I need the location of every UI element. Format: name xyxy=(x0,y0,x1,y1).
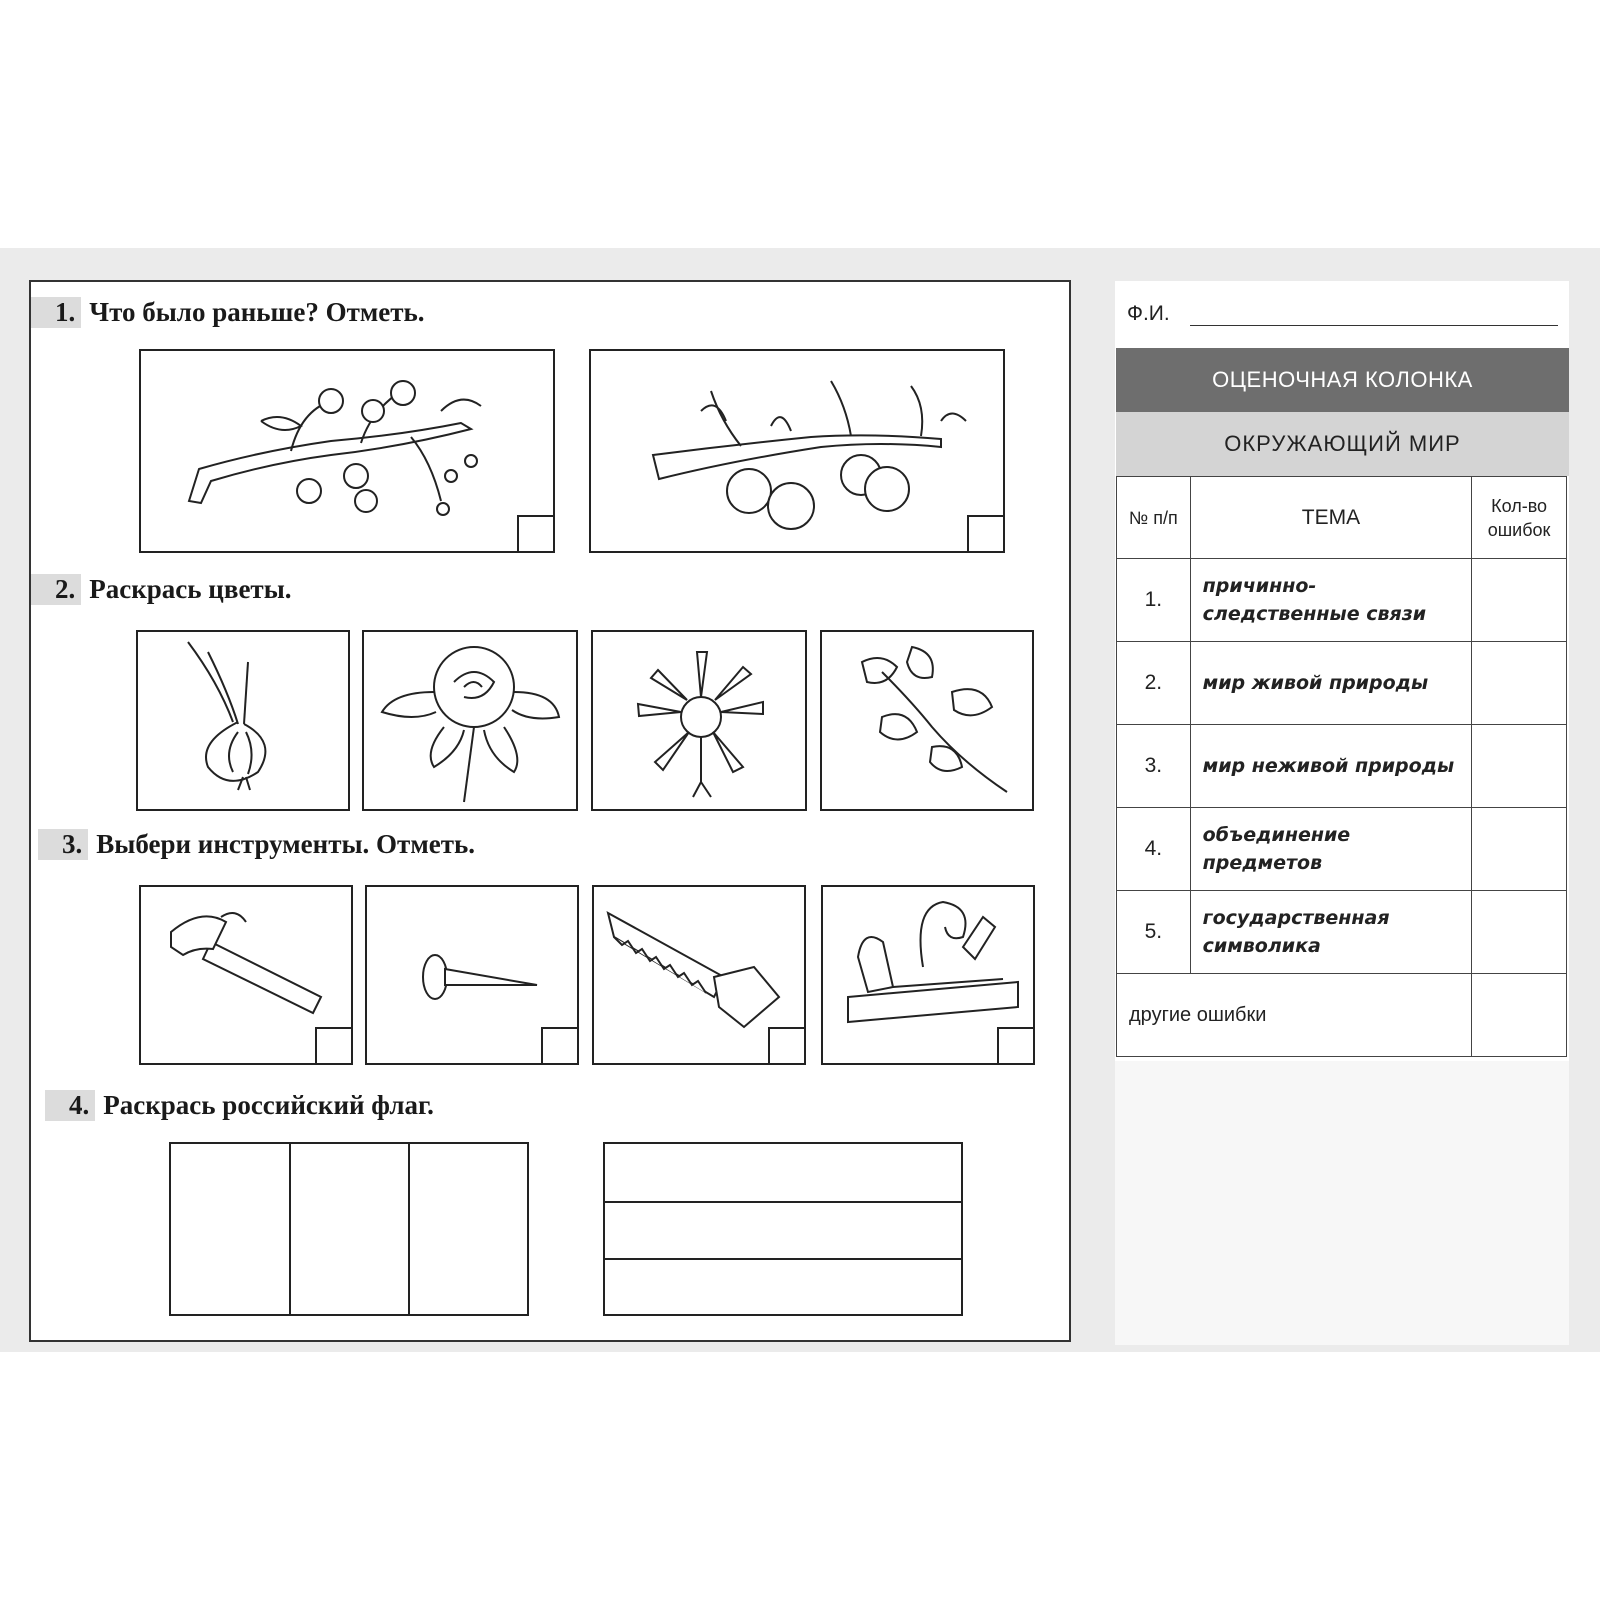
task-number: 3. xyxy=(38,829,88,860)
task-1-title xyxy=(31,297,425,328)
task-text: Раскрась цветы. xyxy=(89,574,292,604)
flower-card-onion[interactable] xyxy=(136,630,350,811)
table-row xyxy=(1117,891,1567,974)
apple-branch-icon xyxy=(591,351,1003,551)
fio-input-line[interactable] xyxy=(1190,325,1558,326)
row-theme: государственная символика xyxy=(1190,891,1472,974)
task-number: 4. xyxy=(45,1090,95,1121)
evaluation-table xyxy=(1116,476,1567,1057)
task-number: 2. xyxy=(31,574,81,605)
task-text: Что было раньше? Отметь. xyxy=(89,297,425,327)
answer-checkbox[interactable] xyxy=(768,1027,804,1063)
answer-checkbox[interactable] xyxy=(997,1027,1033,1063)
onion-icon xyxy=(138,632,348,809)
flower-card-rose[interactable] xyxy=(362,630,578,811)
column-header-number: № п/п xyxy=(1117,477,1191,559)
fio-label: Ф.И. xyxy=(1127,302,1170,325)
subject-header: ОКРУЖАЮЩИЙ МИР xyxy=(1116,412,1569,476)
rose-icon xyxy=(364,632,576,809)
row-theme: причинно-следственные связи xyxy=(1190,559,1472,642)
other-errors-label: другие ошибки xyxy=(1117,974,1472,1057)
row-number: 1. xyxy=(1117,559,1191,642)
tool-card-hammer[interactable] xyxy=(139,885,353,1065)
flower-card-parsley[interactable] xyxy=(820,630,1034,811)
tool-card-saw[interactable] xyxy=(592,885,806,1065)
task-text: Выбери инструменты. Отметь. xyxy=(96,829,475,859)
flag-stripe-divider xyxy=(289,1144,291,1314)
error-count-cell[interactable] xyxy=(1472,974,1567,1057)
row-number: 3. xyxy=(1117,725,1191,808)
vertical-flag-template[interactable] xyxy=(169,1142,529,1316)
task-number: 1. xyxy=(31,297,81,328)
table-row xyxy=(1117,808,1567,891)
table-row xyxy=(1117,559,1567,642)
error-count-cell[interactable] xyxy=(1472,642,1567,725)
tool-card-watering-can[interactable] xyxy=(365,885,579,1065)
daisy-icon xyxy=(593,632,805,809)
answer-checkbox[interactable] xyxy=(541,1027,577,1063)
table-row xyxy=(1117,725,1567,808)
task-text: Раскрась российский флаг. xyxy=(103,1090,434,1120)
flag-stripe-divider xyxy=(605,1201,961,1203)
flowering-branch-icon xyxy=(141,351,553,551)
task-4-title xyxy=(45,1090,434,1121)
row-theme: объединение предметов xyxy=(1190,808,1472,891)
table-row xyxy=(1117,642,1567,725)
error-count-cell[interactable] xyxy=(1472,808,1567,891)
row-theme: мир неживой природы xyxy=(1190,725,1472,808)
parsley-icon xyxy=(822,632,1032,809)
answer-checkbox[interactable] xyxy=(517,515,553,551)
tool-card-wood-plane[interactable] xyxy=(821,885,1035,1065)
task-2-title xyxy=(31,574,292,605)
column-header-theme: ТЕМА xyxy=(1190,477,1472,559)
row-theme: мир живой природы xyxy=(1190,642,1472,725)
table-row-other xyxy=(1117,974,1567,1057)
table-header-row xyxy=(1117,477,1567,559)
flower-card-daisy[interactable] xyxy=(591,630,807,811)
task-3-title xyxy=(38,829,475,860)
answer-checkbox[interactable] xyxy=(967,515,1003,551)
column-header-errors: Кол-во ошибок xyxy=(1472,477,1567,559)
eval-column-header: ОЦЕНОЧНАЯ КОЛОНКА xyxy=(1116,348,1569,412)
error-count-cell[interactable] xyxy=(1472,891,1567,974)
error-count-cell[interactable] xyxy=(1472,725,1567,808)
row-number: 5. xyxy=(1117,891,1191,974)
horizontal-flag-template[interactable] xyxy=(603,1142,963,1316)
answer-card-flowering-branch[interactable] xyxy=(139,349,555,553)
error-count-cell[interactable] xyxy=(1472,559,1567,642)
answer-card-apple-branch[interactable] xyxy=(589,349,1005,553)
row-number: 2. xyxy=(1117,642,1191,725)
answer-checkbox[interactable] xyxy=(315,1027,351,1063)
row-number: 4. xyxy=(1117,808,1191,891)
flag-stripe-divider xyxy=(408,1144,410,1314)
flag-stripe-divider xyxy=(605,1258,961,1260)
